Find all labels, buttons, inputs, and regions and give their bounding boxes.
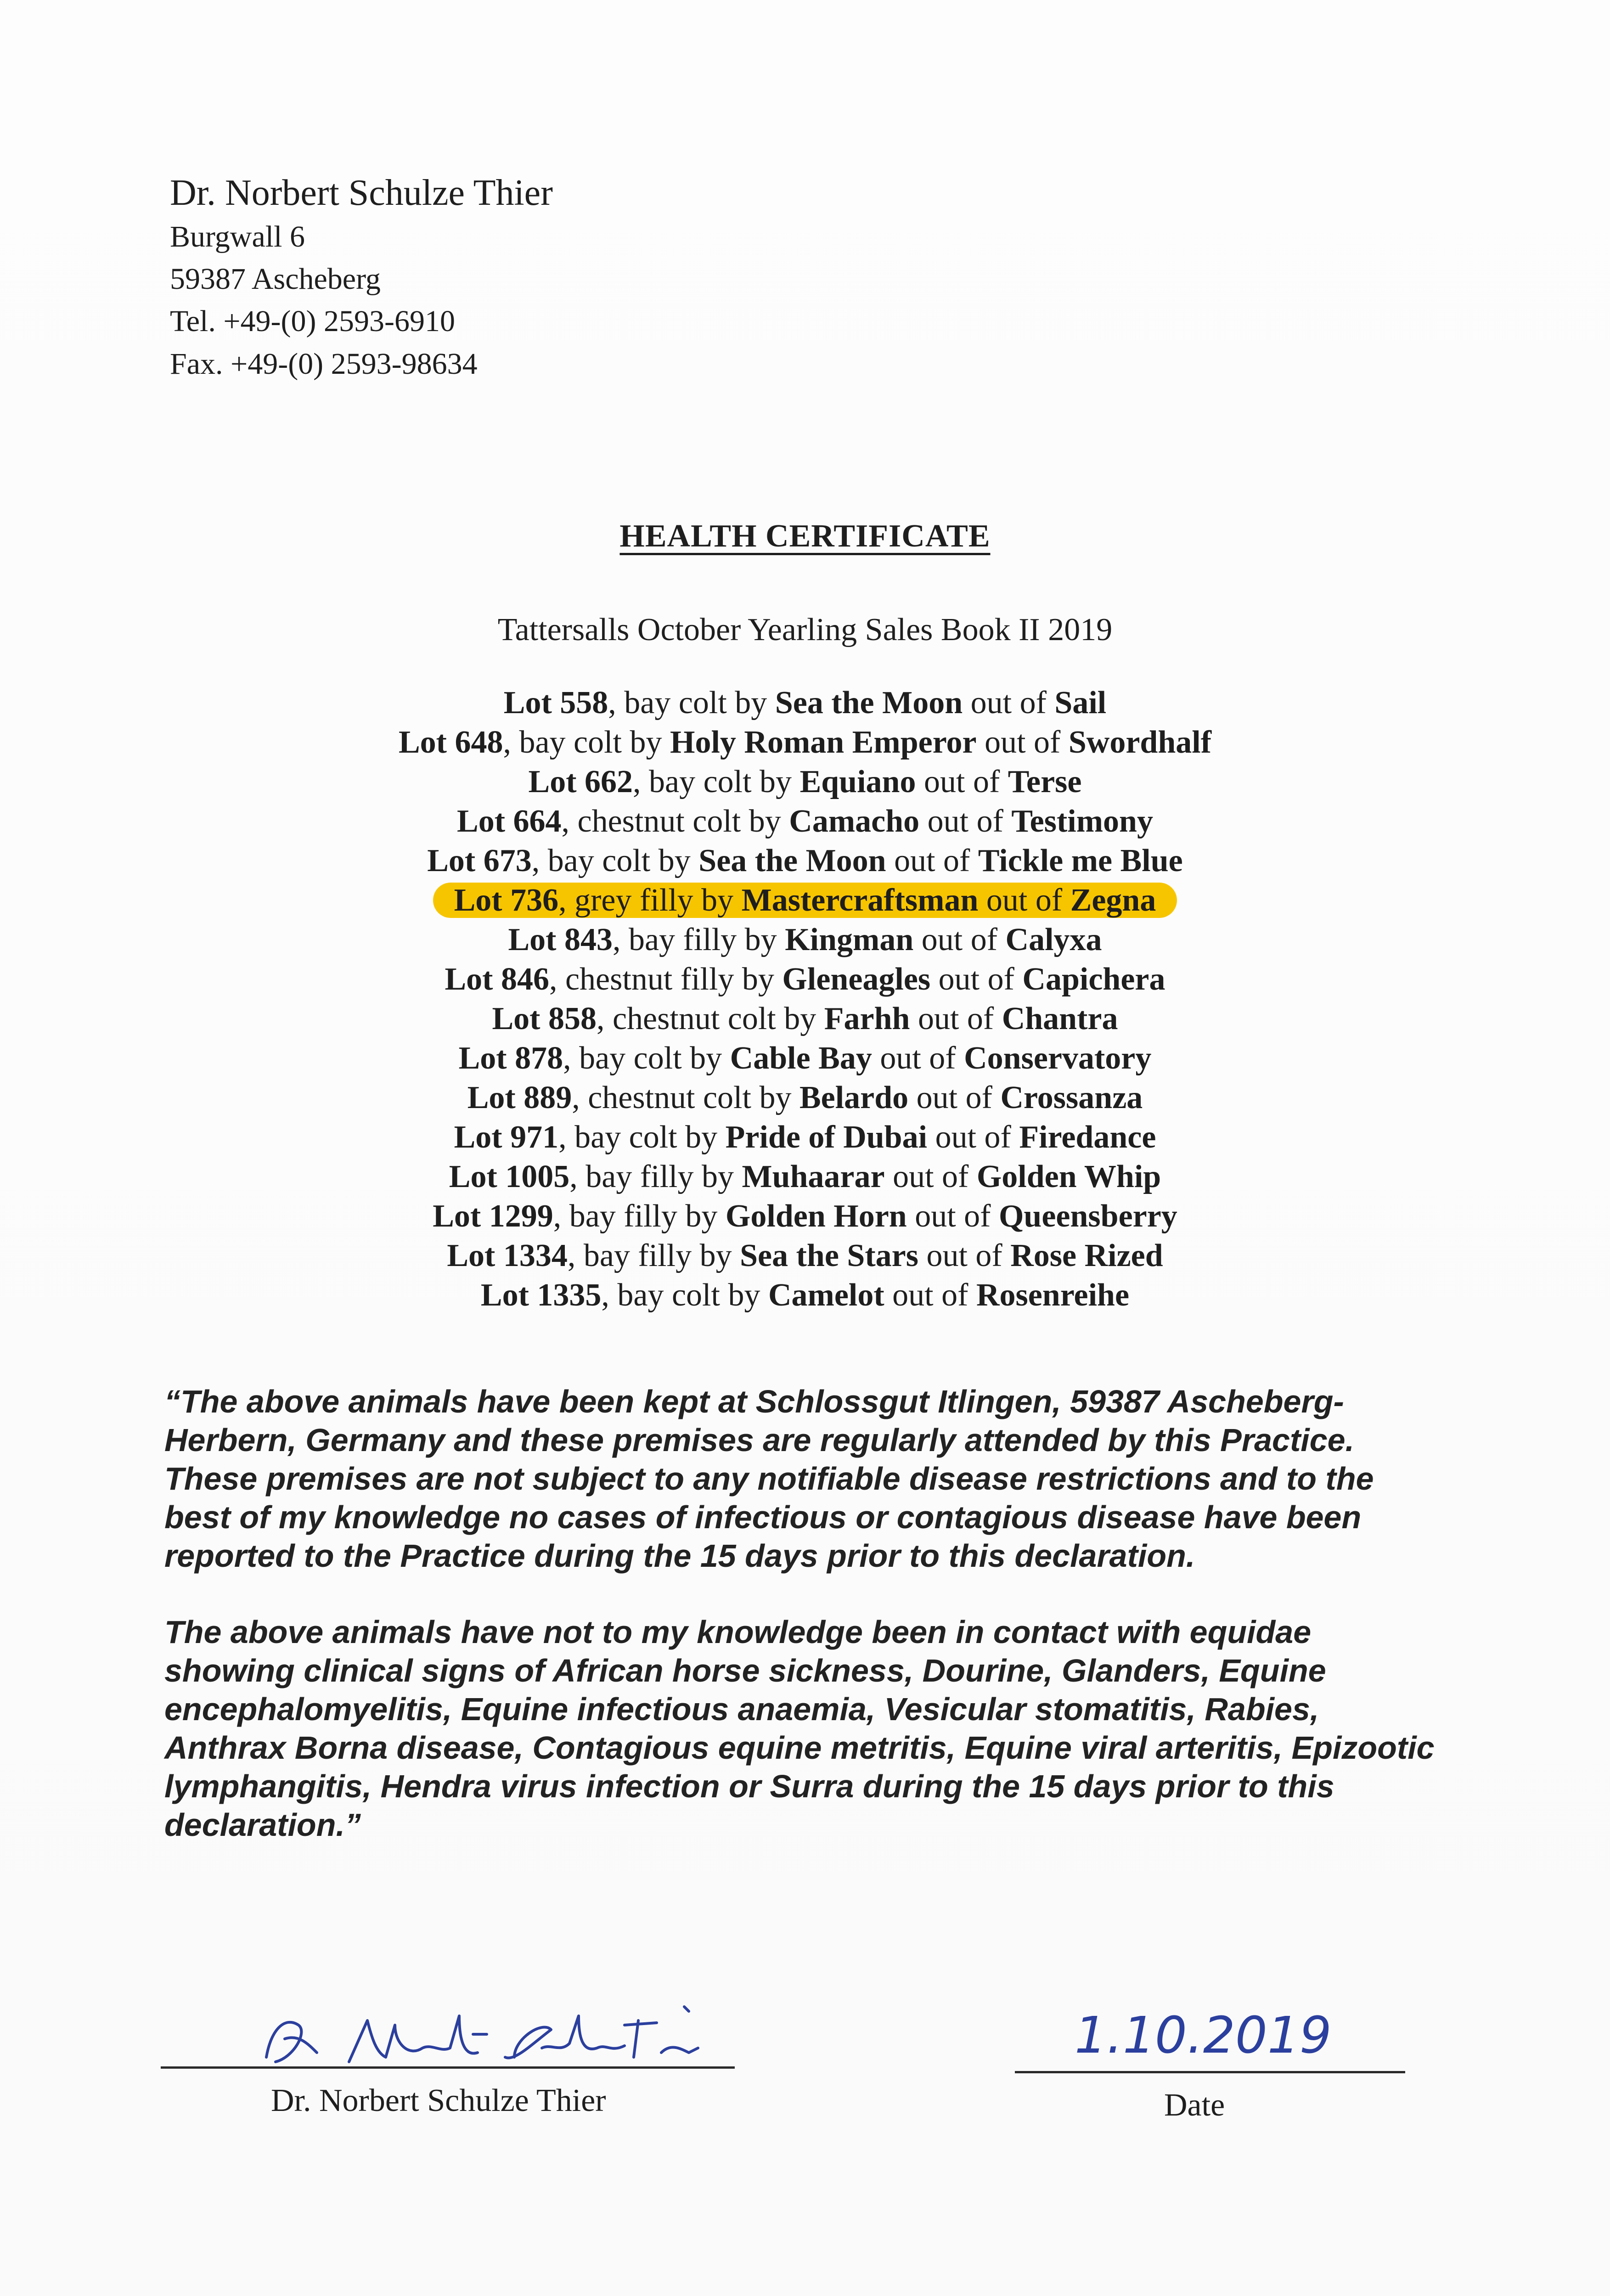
- lot-dam: Crossanza: [1000, 1080, 1143, 1115]
- lot-out-of: out of: [916, 1080, 992, 1115]
- lot-line: [0, 841, 1610, 881]
- lot-dam: Rosenreihe: [976, 1277, 1130, 1313]
- lot-sire: Camacho: [789, 804, 920, 839]
- lot-sire: Golden Horn: [725, 1199, 907, 1234]
- lot-number: Lot 971: [454, 1120, 559, 1155]
- lot-dam: Firedance: [1019, 1120, 1156, 1155]
- lot-number: Lot 1299: [433, 1199, 553, 1234]
- lot-description: bay colt by: [649, 764, 792, 799]
- lot-number: Lot 889: [467, 1080, 572, 1115]
- date-label: Date: [1164, 2088, 1225, 2123]
- lot-out-of: out of: [926, 1238, 1002, 1273]
- lot-sire: Cable Bay: [730, 1041, 872, 1076]
- lot-sire: Pride of Dubai: [725, 1120, 928, 1155]
- declaration-paragraph-2: The above animals have not to my knowledge been in contact with equidae showing clinical signs of African horse sickness, Dourine, Glanders, Equine encephalomyelitis, Equine infectious anaemia, Vesicular stomatitis, Rabies, Anthrax Borna disease, Contagious equine metritis, Equine viral arteritis, Epizootic lymphangitis, Hendra virus infection or Surra during the 15 days prior to this declaration.”: [164, 1614, 1435, 1843]
- handwritten-date: [1070, 2002, 1345, 2071]
- lot-dam: Tickle me Blue: [978, 843, 1183, 878]
- lot-dam: Sail: [1054, 685, 1107, 720]
- lot-sire: Kingman: [785, 922, 914, 957]
- lot-dam: Queensberry: [998, 1199, 1177, 1234]
- sender-address-block: [170, 171, 553, 385]
- lot-description: bay filly by: [585, 1159, 734, 1194]
- lot-description: chestnut colt by: [577, 804, 781, 839]
- lot-sire: Mastercraftsman: [741, 883, 979, 918]
- lot-text: Lot 889, chestnut colt by Belardo out of Crossanza: [467, 1080, 1143, 1115]
- lot-dam: Terse: [1008, 764, 1082, 799]
- lot-line: [0, 723, 1610, 762]
- lot-text: Lot 971, bay colt by Pride of Dubai out of Firedance: [454, 1120, 1156, 1155]
- lot-text: Lot 648, bay colt by Holy Roman Emperor out of Swordhalf: [398, 725, 1212, 760]
- lot-text: Lot 673, bay colt by Sea the Moon out of Tickle me Blue: [427, 843, 1183, 878]
- lot-sire: Holy Roman Emperor: [670, 725, 977, 760]
- date-line: [1015, 2071, 1405, 2073]
- lot-sire: Gleneagles: [782, 962, 931, 997]
- lot-line: [0, 1078, 1610, 1118]
- lot-number: Lot 878: [458, 1041, 563, 1076]
- document-title-row: [0, 518, 1610, 555]
- lot-number: Lot 1335: [480, 1277, 602, 1313]
- lot-line: [0, 683, 1610, 723]
- lot-out-of: out of: [927, 804, 1003, 839]
- lot-text: Lot 858, chestnut colt by Farhh out of Chantra: [492, 1001, 1118, 1036]
- lot-line: [0, 920, 1610, 960]
- lot-list: [0, 683, 1610, 1315]
- lot-dam: Capichera: [1022, 962, 1165, 997]
- lot-number: Lot 846: [445, 962, 549, 997]
- lot-number: Lot 1334: [447, 1238, 568, 1273]
- lot-line: [0, 881, 1610, 920]
- lot-out-of: out of: [921, 922, 998, 957]
- lot-sire: Sea the Moon: [698, 843, 886, 878]
- lot-text: Lot 662, bay colt by Equiano out of Terse: [528, 764, 1082, 799]
- lot-line: [0, 960, 1610, 999]
- lot-description: grey filly by: [574, 883, 734, 918]
- lot-number: Lot 858: [492, 1001, 597, 1036]
- lot-description: bay colt by: [574, 1120, 718, 1155]
- lot-text: Lot 843, bay filly by Kingman out of Calyxa: [508, 922, 1102, 957]
- lot-out-of: out of: [918, 1001, 994, 1036]
- lot-line: [0, 999, 1610, 1039]
- declaration-paragraph-1: “The above animals have been kept at Schlossgut Itlingen, 59387 Ascheberg-Herbern, Germany and these premises are regularly attended by this Practice. These premises are not subject to any notifiable disease restrictions and to the best of my knowledge no cases of infectious or contagious disease have been reported to the Practice during the 15 days prior to this declaration.: [164, 1384, 1374, 1574]
- lot-number: Lot 843: [508, 922, 613, 957]
- lot-line: [0, 1039, 1610, 1078]
- signature-line: [161, 2066, 735, 2069]
- lot-sire: Farhh: [824, 1001, 910, 1036]
- lot-description: bay colt by: [617, 1277, 760, 1313]
- lot-out-of: out of: [986, 883, 1063, 918]
- lot-dam: Rose Rized: [1010, 1238, 1163, 1273]
- lot-line: [0, 762, 1610, 802]
- document-title: HEALTH CERTIFICATE: [619, 518, 991, 554]
- lot-number: Lot 736: [454, 883, 559, 918]
- lot-text: Lot 558, bay colt by Sea the Moon out of Sail: [503, 685, 1107, 720]
- lot-text: Lot 846, chestnut filly by Gleneagles out of Capichera: [445, 962, 1165, 997]
- lot-out-of: out of: [893, 1159, 969, 1194]
- lot-description: chestnut filly by: [565, 962, 774, 997]
- lot-description: bay colt by: [519, 725, 662, 760]
- lot-sire: Sea the Moon: [775, 685, 963, 720]
- lot-out-of: out of: [915, 1199, 991, 1234]
- sale-subtitle: Tattersalls October Yearling Sales Book II 2019: [497, 612, 1113, 647]
- lot-out-of: out of: [970, 685, 1047, 720]
- lot-description: bay filly by: [628, 922, 777, 957]
- handwritten-date-text: 1.10.2019: [1075, 2006, 1332, 2065]
- lot-number: Lot 673: [427, 843, 532, 878]
- lot-out-of: out of: [938, 962, 1014, 997]
- lot-out-of: out of: [935, 1120, 1011, 1155]
- sender-street: Burgwall 6: [170, 219, 305, 253]
- lot-number: Lot 1005: [449, 1159, 570, 1194]
- lot-dam: Chantra: [1002, 1001, 1118, 1036]
- lot-dam: Swordhalf: [1068, 725, 1212, 760]
- lot-out-of: out of: [985, 725, 1061, 760]
- lot-line: [0, 1236, 1610, 1276]
- lot-text: Lot 664, chestnut colt by Camacho out of Testimony: [457, 804, 1153, 839]
- highlighted-lot: Lot 736, grey filly by Mastercraftsman out of Zegna: [433, 883, 1177, 918]
- lot-out-of: out of: [894, 843, 970, 878]
- lot-description: bay colt by: [547, 843, 691, 878]
- lot-line: [0, 1118, 1610, 1157]
- lot-out-of: out of: [892, 1277, 968, 1313]
- lot-dam: Conservatory: [964, 1041, 1152, 1076]
- lot-sire: Sea the Stars: [740, 1238, 918, 1273]
- lot-line: [0, 1197, 1610, 1236]
- lot-sire: Equiano: [799, 764, 916, 799]
- sender-city: 59387 Ascheberg: [170, 262, 381, 296]
- lot-text: Lot 1299, bay filly by Golden Horn out of Queensberry: [433, 1199, 1177, 1234]
- lot-number: Lot 558: [503, 685, 608, 720]
- lot-number: Lot 648: [398, 725, 503, 760]
- lot-description: bay filly by: [583, 1238, 732, 1273]
- lot-text: Lot 1005, bay filly by Muhaarar out of Golden Whip: [449, 1159, 1161, 1194]
- lot-out-of: out of: [924, 764, 1000, 799]
- lot-text: Lot 878, bay colt by Cable Bay out of Conservatory: [458, 1041, 1152, 1076]
- lot-description: bay colt by: [579, 1041, 722, 1076]
- lot-text: Lot 1334, bay filly by Sea the Stars out of Rose Rized: [447, 1238, 1163, 1273]
- lot-sire: Camelot: [768, 1277, 884, 1313]
- lot-number: Lot 664: [457, 804, 562, 839]
- sender-fax: Fax. +49-(0) 2593-98634: [170, 347, 478, 381]
- sender-telephone: Tel. +49-(0) 2593-6910: [170, 304, 455, 338]
- signature-ink: [266, 2007, 698, 2062]
- lot-out-of: out of: [880, 1041, 956, 1076]
- lot-dam: Zegna: [1070, 883, 1156, 918]
- lot-sire: Muhaarar: [742, 1159, 885, 1194]
- lot-description: chestnut colt by: [612, 1001, 816, 1036]
- lot-number: Lot 662: [528, 764, 633, 799]
- lot-description: chestnut colt by: [588, 1080, 792, 1115]
- lot-description: bay colt by: [624, 685, 767, 720]
- lot-dam: Calyxa: [1005, 922, 1102, 957]
- lot-line: [0, 802, 1610, 841]
- lot-line: [0, 1157, 1610, 1197]
- signer-name: Dr. Norbert Schulze Thier: [271, 2083, 606, 2118]
- lot-description: bay filly by: [569, 1199, 718, 1234]
- lot-dam: Golden Whip: [976, 1159, 1161, 1194]
- lot-dam: Testimony: [1011, 804, 1153, 839]
- sender-name: Dr. Norbert Schulze Thier: [170, 173, 553, 213]
- lot-line: [0, 1276, 1610, 1315]
- lot-text: Lot 1335, bay colt by Camelot out of Rosenreihe: [480, 1277, 1130, 1313]
- lot-sire: Belardo: [799, 1080, 909, 1115]
